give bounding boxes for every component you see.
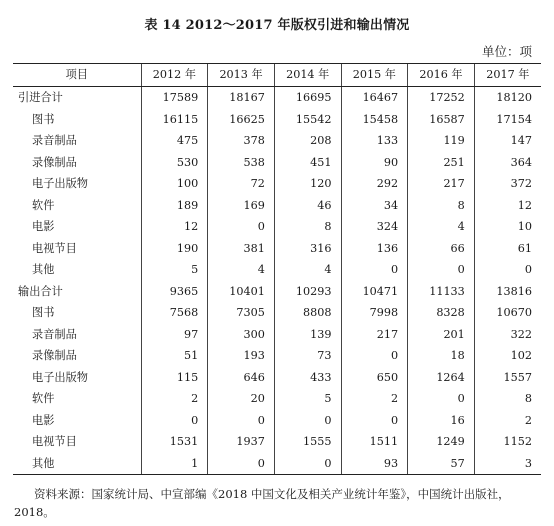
table-title: 表 14 2012～2017 年版权引进和输出情况 (144, 18, 410, 33)
cell-value: 12 (141, 216, 208, 238)
cell-value: 18167 (208, 87, 275, 109)
cell-value: 8 (474, 388, 541, 410)
cell-value: 17154 (474, 109, 541, 131)
cell-value: 0 (474, 259, 541, 281)
table-row (13, 388, 541, 410)
cell-value: 530 (141, 152, 208, 174)
copyright-table (13, 63, 541, 475)
cell-value: 51 (141, 345, 208, 367)
cell-value: 322 (474, 324, 541, 346)
cell-value: 57 (408, 453, 475, 475)
cell-value: 451 (274, 152, 341, 174)
header-year: 2014 年 (274, 64, 341, 87)
cell-value: 136 (341, 238, 408, 260)
cell-value: 61 (474, 238, 541, 260)
cell-value: 12 (474, 195, 541, 217)
row-label: 其他 (13, 453, 141, 475)
cell-value: 20 (208, 388, 275, 410)
cell-value: 10670 (474, 302, 541, 324)
cell-value: 10471 (341, 281, 408, 303)
cell-value: 8328 (408, 302, 475, 324)
cell-value: 217 (341, 324, 408, 346)
cell-value: 73 (274, 345, 341, 367)
cell-value: 15458 (341, 109, 408, 131)
cell-value: 5 (141, 259, 208, 281)
cell-value: 475 (141, 130, 208, 152)
row-label: 录音制品 (32, 134, 77, 147)
total-row (13, 87, 541, 109)
cell-value: 0 (408, 388, 475, 410)
row-label: 图书 (32, 112, 55, 126)
source-note: 资料来源：国家统计局、中宣部编《2018 中国文化及相关产业统计年鉴》，中国统计出版社，2018。 (14, 487, 510, 519)
cell-value: 1249 (408, 431, 475, 453)
cell-value: 72 (208, 173, 275, 195)
table-row (13, 302, 541, 324)
cell-value: 16 (408, 410, 475, 432)
row-label: 电影 (32, 413, 55, 427)
cell-value: 10 (474, 216, 541, 238)
cell-value: 8808 (274, 302, 341, 324)
header-item: 项目 (13, 64, 141, 87)
header-year: 2013 年 (208, 64, 275, 87)
cell-value: 193 (208, 345, 275, 367)
cell-value: 147 (474, 130, 541, 152)
cell-value: 324 (341, 216, 408, 238)
cell-value: 1 (141, 453, 208, 475)
cell-value: 16467 (341, 87, 408, 109)
cell-value: 16115 (141, 109, 208, 131)
table-row (13, 238, 541, 260)
cell-value: 15542 (274, 109, 341, 131)
cell-value: 378 (208, 130, 275, 152)
cell-value: 433 (274, 367, 341, 389)
header-year: 2017 年 (474, 64, 541, 87)
cell-value: 650 (341, 367, 408, 389)
cell-value: 46 (274, 195, 341, 217)
cell-value: 93 (341, 453, 408, 475)
cell-value: 0 (208, 453, 275, 475)
cell-value: 0 (341, 410, 408, 432)
cell-value: 0 (274, 410, 341, 432)
cell-value: 90 (341, 152, 408, 174)
cell-value: 292 (341, 173, 408, 195)
table-row (13, 152, 541, 174)
cell-value: 1557 (474, 367, 541, 389)
cell-value: 10401 (208, 281, 275, 303)
table-row (13, 173, 541, 195)
header-year: 2016 年 (408, 64, 475, 87)
row-label: 电影 (32, 220, 55, 233)
table-row (13, 453, 541, 475)
cell-value: 372 (474, 173, 541, 195)
cell-value: 66 (408, 238, 475, 260)
table-row (13, 109, 541, 131)
cell-value: 646 (208, 367, 275, 389)
cell-value: 1531 (141, 431, 208, 453)
cell-value: 97 (141, 324, 208, 346)
cell-value: 3 (474, 453, 541, 475)
cell-value: 1152 (474, 431, 541, 453)
cell-value: 1264 (408, 367, 475, 389)
row-label: 电视节目 (32, 435, 77, 448)
row-label: 图书 (32, 306, 55, 319)
row-label: 录像制品 (32, 155, 77, 169)
cell-value: 133 (341, 130, 408, 152)
cell-value: 4 (208, 259, 275, 281)
total-row (13, 281, 541, 303)
cell-value: 139 (274, 324, 341, 346)
cell-value: 18120 (474, 87, 541, 109)
row-label: 软件 (32, 198, 55, 212)
cell-value: 4 (274, 259, 341, 281)
cell-value: 9365 (141, 281, 208, 303)
cell-value: 208 (274, 130, 341, 152)
row-label: 其他 (32, 263, 55, 276)
cell-value: 0 (274, 453, 341, 475)
cell-value: 364 (474, 152, 541, 174)
row-label: 软件 (32, 392, 55, 405)
table-row (13, 195, 541, 217)
cell-value: 18 (408, 345, 475, 367)
cell-value: 0 (141, 410, 208, 432)
cell-value: 1511 (341, 431, 408, 453)
table-row (13, 431, 541, 453)
table-body (13, 87, 541, 475)
cell-value: 2 (141, 388, 208, 410)
unit-label: 单位：项 (481, 44, 532, 59)
cell-value: 16587 (408, 109, 475, 131)
row-label: 录像制品 (32, 349, 77, 362)
cell-value: 538 (208, 152, 275, 174)
cell-value: 0 (408, 259, 475, 281)
cell-value: 251 (408, 152, 475, 174)
table-row (13, 410, 541, 432)
cell-value: 10293 (274, 281, 341, 303)
cell-value: 8 (274, 216, 341, 238)
header-row (13, 64, 541, 87)
cell-value: 169 (208, 195, 275, 217)
row-label: 电子出版物 (32, 370, 88, 384)
table-row (13, 367, 541, 389)
cell-value: 300 (208, 324, 275, 346)
cell-value: 201 (408, 324, 475, 346)
header-year: 2012 年 (141, 64, 208, 87)
cell-value: 5 (274, 388, 341, 410)
table-row (13, 259, 541, 281)
cell-value: 17252 (408, 87, 475, 109)
row-label: 引进合计 (18, 91, 63, 104)
cell-value: 0 (341, 345, 408, 367)
cell-value: 7568 (141, 302, 208, 324)
cell-value: 11133 (408, 281, 475, 303)
cell-value: 2 (474, 410, 541, 432)
cell-value: 0 (208, 216, 275, 238)
cell-value: 0 (208, 410, 275, 432)
cell-value: 119 (408, 130, 475, 152)
cell-value: 189 (141, 195, 208, 217)
cell-value: 381 (208, 238, 275, 260)
cell-value: 100 (141, 173, 208, 195)
cell-value: 16695 (274, 87, 341, 109)
cell-value: 4 (408, 216, 475, 238)
cell-value: 7305 (208, 302, 275, 324)
cell-value: 34 (341, 195, 408, 217)
header-year: 2015 年 (341, 64, 408, 87)
cell-value: 0 (341, 259, 408, 281)
cell-value: 2 (341, 388, 408, 410)
cell-value: 16625 (208, 109, 275, 131)
table-row (13, 130, 541, 152)
row-label: 电子出版物 (32, 177, 88, 190)
cell-value: 1937 (208, 431, 275, 453)
cell-value: 8 (408, 195, 475, 217)
row-label: 输出合计 (18, 284, 63, 298)
cell-value: 17589 (141, 87, 208, 109)
row-label: 录音制品 (32, 327, 77, 341)
cell-value: 316 (274, 238, 341, 260)
cell-value: 13816 (474, 281, 541, 303)
cell-value: 115 (141, 367, 208, 389)
cell-value: 190 (141, 238, 208, 260)
cell-value: 102 (474, 345, 541, 367)
table-row (13, 324, 541, 346)
cell-value: 1555 (274, 431, 341, 453)
cell-value: 217 (408, 173, 475, 195)
row-label: 电视节目 (32, 241, 77, 255)
cell-value: 120 (274, 173, 341, 195)
table-row (13, 216, 541, 238)
cell-value: 7998 (341, 302, 408, 324)
table-row (13, 345, 541, 367)
